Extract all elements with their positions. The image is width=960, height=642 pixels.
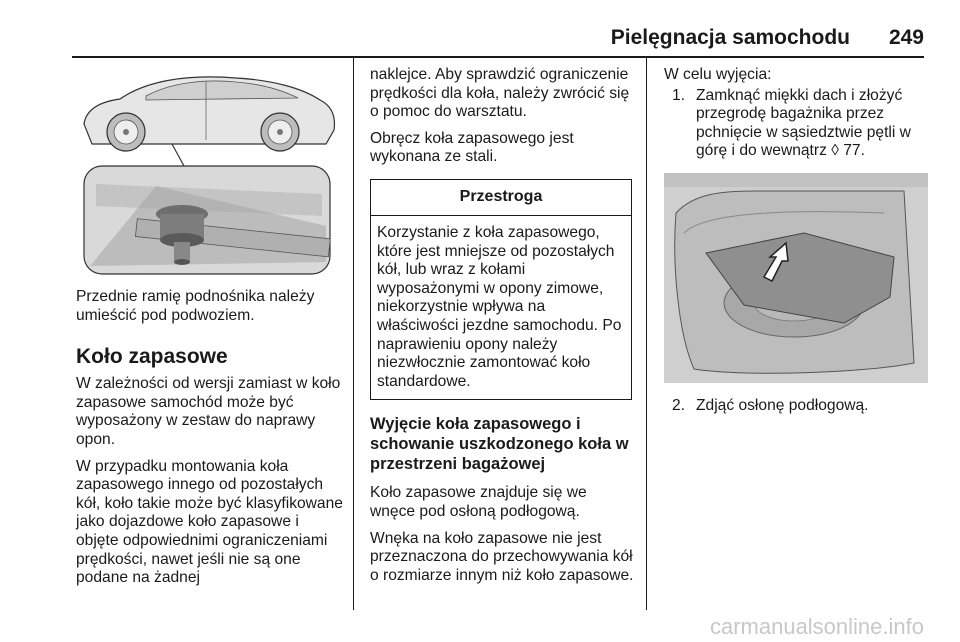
column-1	[76, 66, 344, 588]
trunk-floor-illustration	[664, 173, 928, 383]
page-number: 249	[888, 26, 924, 49]
caution-title: Przestroga	[371, 180, 631, 216]
list-item	[670, 87, 928, 161]
step-number: 2.	[672, 396, 686, 414]
step-number: 1.	[672, 86, 686, 104]
caution-box	[370, 179, 632, 400]
column-divider-2	[646, 58, 647, 610]
paragraph: Koło zapasowe znajduje się we wnęce pod osłoną podłogową.	[370, 484, 587, 520]
paragraph: W przypadku montowania koła zapasowego innego od pozostałych kół, koło takie może być klasyfikowane jako dojazdowe koło zapasowe i objęte odpowiednimi ograniczeniami prędkości, nawet jeśli nie są one podane na żadnej	[76, 457, 343, 587]
page-title: Pielęgnacja samochodu	[610, 26, 850, 49]
paragraph: W zależności od wersji zamiast w koło zapasowe samochód może być wyposażony w zestaw do naprawy opon.	[76, 375, 341, 448]
column-divider-1	[353, 58, 354, 610]
figure-caption: Przednie ramię podnośnika należy umieścić pod podwoziem.	[76, 288, 315, 324]
header-rule	[72, 56, 924, 58]
paragraph: Obręcz koła zapasowego jest wykonana ze stali.	[370, 129, 574, 166]
step-text: Zamknąć miękki dach i złożyć przegrodę bagażnika przez pchnięcie w sąsiedztwie pętli w górę i do wewnątrz ◊ 77.	[696, 86, 911, 160]
caution-text: Korzystanie z koła zapasowego, które jest mniejsze od pozostałych kół, lub wraz z kołami wyposażonymi w opony zimowe, niekorzystnie wpływa na właściwości jezdne samochodu. Po naprawieniu opony należy niezwłocznie zamontować koło standardowe.	[377, 223, 622, 390]
page-header	[0, 0, 960, 56]
column-2	[370, 66, 634, 585]
paragraph: W celu wyjęcia:	[664, 66, 772, 83]
step-text: Zdjąć osłonę podłogową.	[696, 396, 869, 414]
list-item	[670, 397, 928, 416]
column-3	[664, 66, 928, 416]
steps-list	[664, 87, 928, 161]
paragraph: Wnęka na koło zapasowe nie jest przeznaczona do przechowywania kół o rozmiarze innym niż koło zapasowe.	[370, 529, 634, 584]
paragraph: naklejce. Aby sprawdzić ograniczenie prędkości dla koła, należy zwrócić się o pomoc do warsztatu.	[370, 66, 630, 121]
subheading: Wyjęcie koła zapasowego i schowanie uszkodzonego koła w przestrzeni bagażowej	[370, 415, 629, 474]
jack-position-illustration	[76, 66, 342, 278]
section-heading: Koło zapasowe	[76, 345, 228, 369]
watermark: carmanualsonline.info	[709, 614, 924, 639]
